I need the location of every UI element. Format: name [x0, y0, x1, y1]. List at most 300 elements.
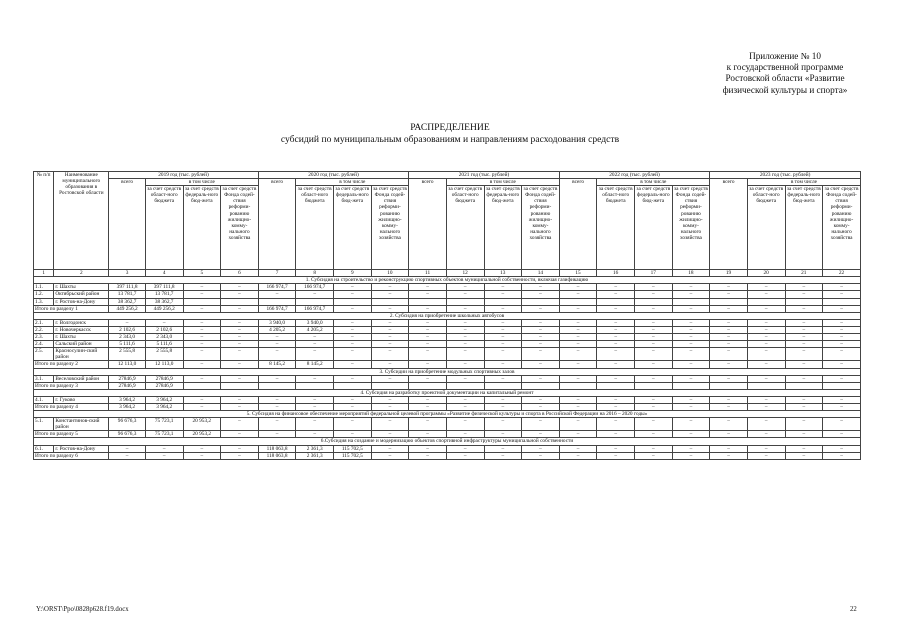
- amount-cell: –: [409, 445, 447, 452]
- amount-cell: –: [522, 375, 560, 382]
- amount-cell: –: [710, 326, 748, 333]
- amount-cell: [371, 298, 409, 305]
- total-amount-cell: –: [484, 431, 522, 438]
- amount-cell: –: [145, 319, 183, 326]
- amount-cell: –: [371, 319, 409, 326]
- amount-cell: –: [785, 418, 823, 431]
- amount-cell: –: [296, 396, 334, 403]
- amount-cell: –: [747, 396, 785, 403]
- amount-cell: –: [446, 284, 484, 291]
- total-amount-cell: 27846,9: [109, 382, 146, 389]
- amount-cell: –: [672, 396, 710, 403]
- total-amount-cell: [183, 382, 221, 389]
- total-amount-cell: –: [296, 403, 334, 410]
- amount-cell: –: [334, 341, 372, 348]
- amount-cell: –: [672, 334, 710, 341]
- amount-cell: –: [785, 341, 823, 348]
- amount-cell: –: [559, 291, 597, 298]
- amount-cell: 20 953,2: [183, 418, 221, 431]
- amount-cell: –: [635, 291, 673, 298]
- total-amount-cell: –: [785, 305, 823, 312]
- amount-cell: –: [221, 341, 259, 348]
- total-amount-cell: –: [672, 403, 710, 410]
- amount-cell: –: [597, 348, 635, 361]
- amount-cell: [597, 298, 635, 305]
- total-amount-cell: –: [446, 431, 484, 438]
- municipality-name: г. Шахты: [54, 284, 109, 291]
- section-total-row: [34, 403, 861, 410]
- header-fond: за счет средств Фонда содей-ствия реформи-рованию жилищно-комму-нального хозяйства: [522, 186, 560, 270]
- total-amount-cell: 449 256,2: [145, 305, 183, 312]
- total-amount-cell: –: [221, 403, 259, 410]
- amount-cell: [785, 298, 823, 305]
- amount-cell: 115 702,5: [334, 445, 372, 452]
- amount-cell: –: [710, 375, 748, 382]
- total-amount-cell: –: [823, 452, 861, 459]
- amount-cell: [334, 298, 372, 305]
- column-number: 14: [522, 270, 560, 277]
- amount-cell: –: [785, 291, 823, 298]
- amount-cell: –: [710, 319, 748, 326]
- title-sub: субсидий по муниципальным образованиям и направлениям расходования средств: [280, 133, 620, 145]
- amount-cell: –: [710, 348, 748, 361]
- section-row: [34, 312, 861, 319]
- amount-cell: –: [296, 341, 334, 348]
- amount-cell: –: [635, 326, 673, 333]
- amount-cell: 397 111,8: [109, 284, 146, 291]
- total-amount-cell: –: [183, 361, 221, 368]
- amount-cell: –: [635, 418, 673, 431]
- total-amount-cell: –: [635, 452, 673, 459]
- amount-cell: –: [183, 348, 221, 361]
- header-fed: за счет средств федераль-ного бюд-жета: [785, 186, 823, 270]
- total-amount-cell: –: [109, 452, 146, 459]
- amount-cell: –: [258, 291, 296, 298]
- amount-cell: 3 964,2: [145, 396, 183, 403]
- amount-cell: –: [710, 396, 748, 403]
- total-amount-cell: [559, 382, 597, 389]
- column-number: 19: [710, 270, 748, 277]
- total-amount-cell: –: [484, 403, 522, 410]
- total-amount-cell: –: [446, 361, 484, 368]
- amount-cell: –: [484, 348, 522, 361]
- section-row: [34, 277, 861, 284]
- total-amount-cell: –: [597, 361, 635, 368]
- amount-cell: –: [109, 319, 146, 326]
- total-amount-cell: –: [823, 431, 861, 438]
- section-total-label: Итого по разделу 5: [34, 431, 109, 438]
- section-title: 2. Субсидия на приобретение школьных автобусов: [34, 312, 861, 319]
- amount-cell: –: [371, 375, 409, 382]
- amount-cell: 166 974,7: [296, 284, 334, 291]
- total-amount-cell: –: [522, 431, 560, 438]
- appendix-line: физической культуры и спорта»: [722, 84, 848, 95]
- amount-cell: 2 361,3: [296, 445, 334, 452]
- amount-cell: –: [484, 284, 522, 291]
- amount-cell: 166 974,7: [258, 284, 296, 291]
- amount-cell: –: [183, 334, 221, 341]
- amount-cell: 3 964,2: [109, 396, 146, 403]
- total-amount-cell: 3 964,2: [145, 403, 183, 410]
- amount-cell: –: [371, 445, 409, 452]
- amount-cell: [635, 298, 673, 305]
- amount-cell: [747, 298, 785, 305]
- amount-cell: –: [371, 341, 409, 348]
- total-amount-cell: –: [221, 452, 259, 459]
- amount-cell: –: [221, 375, 259, 382]
- total-amount-cell: –: [597, 403, 635, 410]
- total-amount-cell: –: [334, 431, 372, 438]
- total-amount-cell: –: [747, 431, 785, 438]
- amount-cell: –: [371, 334, 409, 341]
- total-amount-cell: –: [145, 452, 183, 459]
- amount-cell: –: [522, 445, 560, 452]
- amount-cell: –: [258, 341, 296, 348]
- amount-cell: –: [559, 319, 597, 326]
- total-amount-cell: –: [559, 361, 597, 368]
- header-row-incl: [34, 179, 861, 186]
- section-total-label: Итого по разделу 6: [34, 452, 109, 459]
- amount-cell: –: [522, 396, 560, 403]
- row-number: 2.5.: [34, 348, 54, 361]
- amount-cell: –: [559, 284, 597, 291]
- municipality-name: г. Гуково: [54, 396, 109, 403]
- header-fed: за счет средств федераль-ного бюд-жета: [183, 186, 221, 270]
- amount-cell: –: [559, 445, 597, 452]
- page-number: 22: [850, 606, 857, 613]
- amount-cell: –: [371, 326, 409, 333]
- amount-cell: [296, 298, 334, 305]
- amount-cell: 118 063,8: [258, 445, 296, 452]
- appendix-line: к государственной программе: [726, 62, 844, 73]
- document-title: [200, 122, 700, 145]
- total-amount-cell: –: [559, 305, 597, 312]
- amount-cell: –: [221, 291, 259, 298]
- amount-cell: –: [446, 445, 484, 452]
- section-row: [34, 389, 861, 396]
- row-number: 3.1.: [34, 375, 54, 382]
- total-amount-cell: 2 361,3: [296, 452, 334, 459]
- amount-cell: –: [484, 445, 522, 452]
- total-amount-cell: –: [710, 305, 748, 312]
- header-obl: за счет средств област-ного бюджета: [597, 186, 635, 270]
- total-amount-cell: 27846,9: [145, 382, 183, 389]
- total-amount-cell: –: [559, 431, 597, 438]
- amount-cell: –: [559, 418, 597, 431]
- column-number: 8: [296, 270, 334, 277]
- header-obl: за счет средств област-ного бюджета: [296, 186, 334, 270]
- column-number: 15: [559, 270, 597, 277]
- header-row-years: [34, 172, 861, 179]
- amount-cell: –: [785, 445, 823, 452]
- header-year: 2023 год (тыс. рублей): [710, 172, 861, 179]
- total-amount-cell: –: [183, 452, 221, 459]
- total-amount-cell: –: [183, 305, 221, 312]
- total-amount-cell: –: [371, 305, 409, 312]
- header-no: № п/п: [34, 172, 54, 270]
- section-total-row: [34, 305, 861, 312]
- row-number: 5.1.: [34, 418, 54, 431]
- total-amount-cell: –: [296, 431, 334, 438]
- total-amount-cell: –: [258, 403, 296, 410]
- amount-cell: –: [710, 418, 748, 431]
- amount-cell: –: [635, 445, 673, 452]
- amount-cell: –: [522, 284, 560, 291]
- amount-cell: –: [522, 418, 560, 431]
- total-amount-cell: [635, 382, 673, 389]
- amount-cell: –: [296, 334, 334, 341]
- amount-cell: –: [296, 348, 334, 361]
- table-row: [34, 418, 861, 431]
- amount-cell: –: [258, 334, 296, 341]
- appendix-line: Приложение № 10: [749, 51, 821, 61]
- amount-cell: –: [597, 375, 635, 382]
- table-row: [34, 375, 861, 382]
- total-amount-cell: 8 145,2: [258, 361, 296, 368]
- row-number: 1.2.: [34, 291, 54, 298]
- table-row: [34, 298, 861, 305]
- total-amount-cell: –: [710, 431, 748, 438]
- column-number: 13: [484, 270, 522, 277]
- amount-cell: [710, 298, 748, 305]
- total-amount-cell: 166 974,7: [296, 305, 334, 312]
- municipality-name: Константинов-ский район: [54, 418, 109, 431]
- amount-cell: –: [221, 348, 259, 361]
- column-number: 12: [446, 270, 484, 277]
- amount-cell: –: [446, 396, 484, 403]
- amount-cell: 5 111,6: [145, 341, 183, 348]
- total-amount-cell: –: [785, 452, 823, 459]
- municipality-name: г. Волгодонск: [54, 319, 109, 326]
- amount-cell: –: [747, 326, 785, 333]
- total-amount-cell: –: [747, 305, 785, 312]
- total-amount-cell: –: [409, 403, 447, 410]
- column-number: 2: [54, 270, 109, 277]
- amount-cell: –: [221, 284, 259, 291]
- total-amount-cell: –: [522, 452, 560, 459]
- total-amount-cell: –: [409, 431, 447, 438]
- row-number: 2.3.: [34, 334, 54, 341]
- section-title: 6.Субсидия на создание и модернизацию объектов спортивной инфраструктуры муниципальной собственности: [34, 438, 861, 445]
- table-row: [34, 326, 861, 333]
- total-amount-cell: –: [446, 403, 484, 410]
- table-body: [34, 172, 861, 460]
- amount-cell: –: [221, 396, 259, 403]
- amount-cell: –: [334, 319, 372, 326]
- appendix-block: [690, 51, 880, 96]
- total-amount-cell: –: [559, 452, 597, 459]
- amount-cell: –: [183, 396, 221, 403]
- total-amount-cell: –: [672, 361, 710, 368]
- table-row: [34, 396, 861, 403]
- amount-cell: –: [823, 375, 861, 382]
- amount-cell: –: [747, 319, 785, 326]
- amount-cell: –: [258, 418, 296, 431]
- header-total: всего: [710, 179, 748, 270]
- total-amount-cell: –: [635, 403, 673, 410]
- amount-cell: 5 111,6: [109, 341, 146, 348]
- section-total-row: [34, 452, 861, 459]
- amount-cell: –: [747, 418, 785, 431]
- amount-cell: –: [484, 418, 522, 431]
- total-amount-cell: –: [183, 403, 221, 410]
- total-amount-cell: –: [672, 452, 710, 459]
- amount-cell: 2 343,0: [145, 334, 183, 341]
- section-row: [34, 368, 861, 375]
- total-amount-cell: –: [597, 305, 635, 312]
- amount-cell: –: [747, 375, 785, 382]
- amount-cell: –: [334, 375, 372, 382]
- total-amount-cell: –: [484, 452, 522, 459]
- section-total-label: Итого по разделу 4: [34, 403, 109, 410]
- amount-cell: –: [785, 348, 823, 361]
- footer-file-path: Y:\ORST\Ppo\0828p628.f19.docx: [36, 606, 129, 613]
- amount-cell: –: [446, 418, 484, 431]
- amount-cell: –: [409, 341, 447, 348]
- amount-cell: –: [597, 284, 635, 291]
- amount-cell: –: [597, 334, 635, 341]
- total-amount-cell: –: [484, 305, 522, 312]
- total-amount-cell: [785, 382, 823, 389]
- total-amount-cell: 166 974,7: [258, 305, 296, 312]
- total-amount-cell: –: [334, 305, 372, 312]
- total-amount-cell: –: [522, 361, 560, 368]
- amount-cell: –: [409, 291, 447, 298]
- section-title: 3. Субсидии на приобретение модульных спортивных залов: [34, 368, 861, 375]
- column-number: 21: [785, 270, 823, 277]
- amount-cell: 397 111,8: [145, 284, 183, 291]
- table-row: [34, 341, 861, 348]
- amount-cell: –: [672, 375, 710, 382]
- total-amount-cell: –: [559, 403, 597, 410]
- total-amount-cell: 8 145,2: [296, 361, 334, 368]
- amount-cell: –: [672, 284, 710, 291]
- amount-cell: –: [522, 348, 560, 361]
- section-total-label: Итого по разделу 1: [34, 305, 109, 312]
- amount-cell: –: [371, 396, 409, 403]
- amount-cell: –: [635, 396, 673, 403]
- amount-cell: –: [559, 334, 597, 341]
- total-amount-cell: –: [522, 305, 560, 312]
- amount-cell: –: [446, 375, 484, 382]
- row-number: 4.1.: [34, 396, 54, 403]
- section-total-row: [34, 431, 861, 438]
- total-amount-cell: –: [747, 361, 785, 368]
- total-amount-cell: [823, 382, 861, 389]
- amount-cell: [672, 298, 710, 305]
- column-number: 6: [221, 270, 259, 277]
- amount-cell: –: [597, 319, 635, 326]
- total-amount-cell: –: [221, 361, 259, 368]
- amount-cell: –: [823, 334, 861, 341]
- amount-cell: 75 723,1: [145, 418, 183, 431]
- total-amount-cell: –: [785, 431, 823, 438]
- total-amount-cell: –: [710, 361, 748, 368]
- total-amount-cell: 12 113,0: [109, 361, 146, 368]
- total-amount-cell: –: [635, 305, 673, 312]
- amount-cell: –: [710, 334, 748, 341]
- total-amount-cell: –: [258, 431, 296, 438]
- appendix-line: Ростовской области «Развитие: [725, 73, 845, 84]
- total-amount-cell: –: [672, 305, 710, 312]
- amount-cell: 4 205,2: [258, 326, 296, 333]
- amount-cell: –: [747, 334, 785, 341]
- total-amount-cell: –: [672, 431, 710, 438]
- amount-cell: –: [371, 418, 409, 431]
- amount-cell: –: [221, 319, 259, 326]
- amount-cell: 13 781,7: [109, 291, 146, 298]
- amount-cell: –: [183, 341, 221, 348]
- total-amount-cell: –: [446, 452, 484, 459]
- amount-cell: [221, 298, 259, 305]
- total-amount-cell: 115 702,5: [334, 452, 372, 459]
- total-amount-cell: [522, 382, 560, 389]
- amount-cell: 2 555,8: [109, 348, 146, 361]
- header-total: всего: [559, 179, 597, 270]
- amount-cell: –: [672, 348, 710, 361]
- column-number: 4: [145, 270, 183, 277]
- amount-cell: –: [145, 445, 183, 452]
- total-amount-cell: –: [635, 361, 673, 368]
- table-row: [34, 319, 861, 326]
- amount-cell: [559, 298, 597, 305]
- total-amount-cell: [258, 382, 296, 389]
- row-number: 1.1.: [34, 284, 54, 291]
- total-amount-cell: –: [597, 431, 635, 438]
- amount-cell: –: [597, 341, 635, 348]
- amount-cell: –: [785, 334, 823, 341]
- total-amount-cell: –: [484, 361, 522, 368]
- amount-cell: –: [409, 418, 447, 431]
- header-total: всего: [409, 179, 447, 270]
- section-title: 5. Субсидия на финансовое обеспечение мероприятий федеральной целевой программы «Развитие физической культуры и спорта в Российской Федерации на 2016 – 2020 годы»: [34, 411, 861, 418]
- column-number: 5: [183, 270, 221, 277]
- total-amount-cell: –: [710, 452, 748, 459]
- amount-cell: –: [409, 334, 447, 341]
- amount-cell: –: [710, 291, 748, 298]
- amount-cell: 4 205,2: [296, 326, 334, 333]
- header-fond: за счет средств Фонда содей-ствия реформи-рованию жилищно-комму-нального хозяйства: [221, 186, 259, 270]
- amount-cell: –: [522, 334, 560, 341]
- municipality-name: Веселовский район: [54, 375, 109, 382]
- column-number: 20: [747, 270, 785, 277]
- total-amount-cell: –: [823, 403, 861, 410]
- amount-cell: –: [446, 326, 484, 333]
- amount-cell: –: [371, 291, 409, 298]
- amount-cell: 2 555,8: [145, 348, 183, 361]
- amount-cell: –: [183, 284, 221, 291]
- amount-cell: –: [672, 418, 710, 431]
- amount-cell: –: [221, 418, 259, 431]
- header-year: 2019 год (тыс. рублей): [109, 172, 258, 179]
- total-amount-cell: 20 953,2: [183, 431, 221, 438]
- amount-cell: –: [258, 348, 296, 361]
- amount-cell: –: [296, 291, 334, 298]
- header-incl: в том числе: [747, 179, 860, 186]
- amount-cell: –: [672, 319, 710, 326]
- amount-cell: –: [710, 445, 748, 452]
- amount-cell: 2 102,6: [145, 326, 183, 333]
- total-amount-cell: [484, 382, 522, 389]
- header-fed: за счет средств федераль-ного бюд-жета: [484, 186, 522, 270]
- amount-cell: –: [334, 284, 372, 291]
- total-amount-cell: 449 256,2: [109, 305, 146, 312]
- amount-cell: –: [635, 341, 673, 348]
- header-incl: в том числе: [597, 179, 710, 186]
- table-row: [34, 334, 861, 341]
- amount-cell: –: [334, 334, 372, 341]
- row-number: 2.1.: [34, 319, 54, 326]
